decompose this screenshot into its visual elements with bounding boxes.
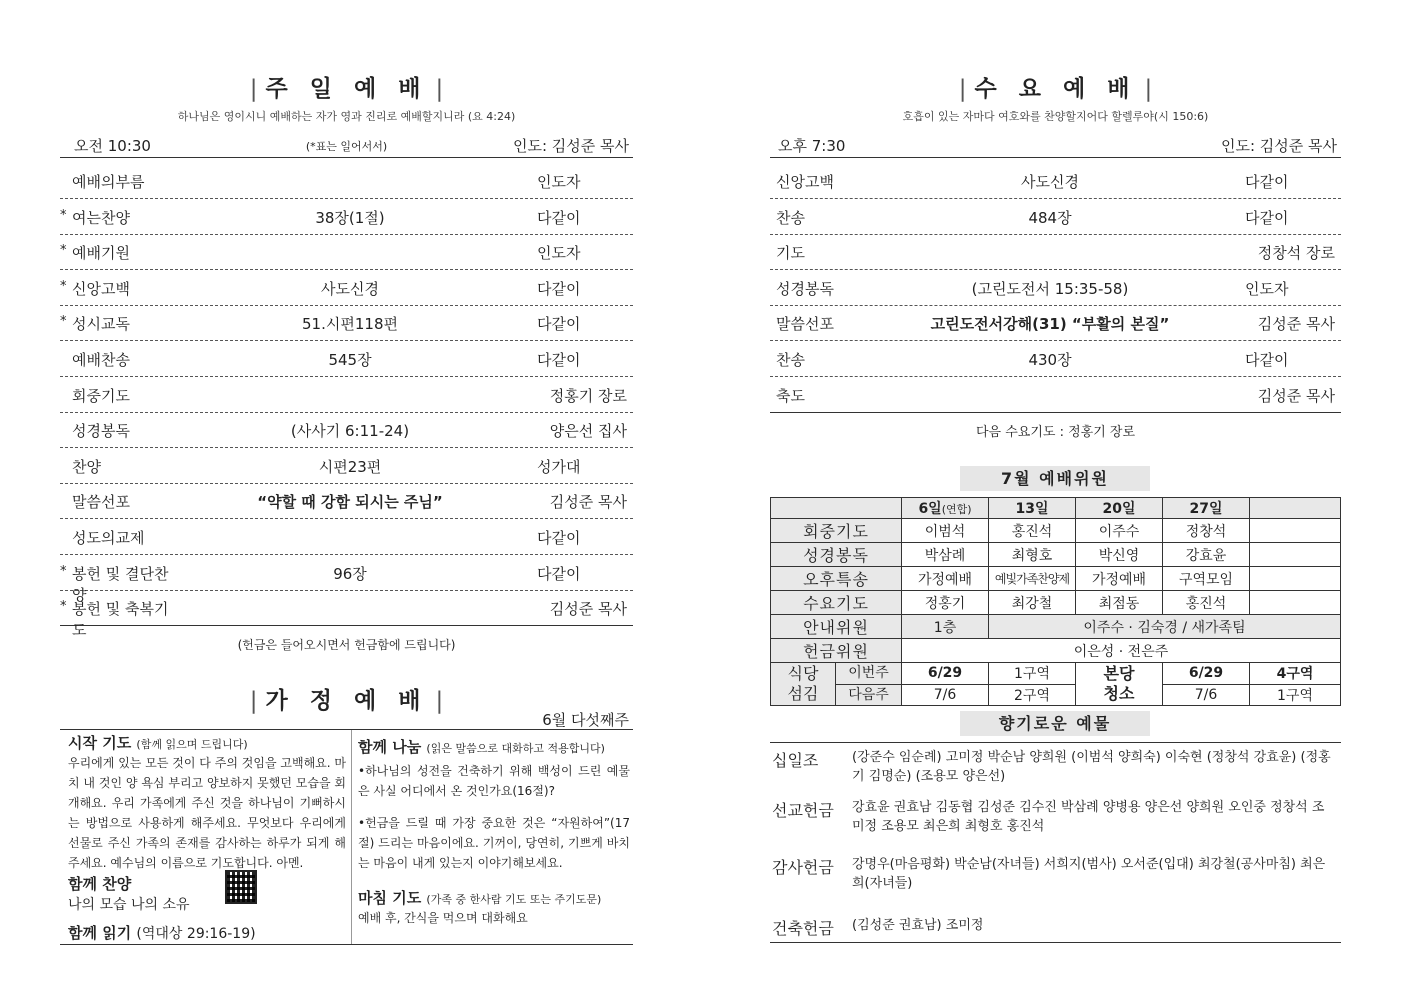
duty-row — [771, 591, 1341, 615]
offerings-title: 향기로운 예물 — [960, 711, 1150, 736]
sunday-row-person: 다같이 — [537, 529, 581, 547]
duty-person: 최강철 — [989, 591, 1076, 615]
wednesday-row-label: 말씀선포 — [776, 315, 834, 334]
wednesday-row — [770, 199, 1341, 235]
duty-person: 정홍기 — [902, 591, 989, 615]
offering-type: 십일조 — [772, 751, 819, 770]
sunday-row-person: 다같이 — [537, 208, 581, 227]
offering-type: 선교헌금 — [772, 801, 834, 820]
sunday-row — [60, 590, 633, 640]
duty-date-2: 13일 — [989, 498, 1076, 519]
sunday-row-label: 말씀선포 — [72, 493, 130, 512]
clean-next-team: 1구역 — [1250, 684, 1341, 706]
wednesday-row-person: 김성준 목사 — [1257, 315, 1335, 334]
closing-heading: 마침 기도 (가족 중 한사람 기도 또는 주기도문) — [358, 889, 602, 907]
meal-next-date: 7/6 — [902, 684, 989, 706]
duty-date-empty — [1250, 498, 1341, 519]
sunday-row — [60, 412, 633, 448]
sunday-row-label: 예배의부름 — [72, 173, 145, 191]
duty-person: 가정예배 — [1076, 567, 1163, 591]
offering-committee-names: 이은성 · 전은주 — [902, 639, 1341, 663]
standing-marker: * — [60, 278, 67, 294]
wednesday-row-person: 정창석 장로 — [1257, 244, 1335, 263]
sunday-row-content: 51.시편118편 — [302, 315, 398, 334]
family-col-left — [68, 730, 346, 943]
wednesday-row-label: 찬송 — [776, 351, 805, 369]
sunday-row-label: 예배기원 — [72, 244, 130, 263]
family-col-right — [358, 730, 630, 928]
duty-corner — [771, 498, 902, 519]
wednesday-row-person: 김성준 목사 — [1257, 386, 1335, 405]
sunday-row-content: 96장 — [333, 564, 367, 583]
sunday-row — [60, 163, 633, 199]
standing-marker: * — [60, 207, 67, 223]
duty-role: 오후특송 — [771, 567, 902, 591]
guide-names: 이주수 · 김숙경 / 새가족팀 — [989, 615, 1341, 639]
duty-date-4: 27일 — [1163, 498, 1250, 519]
wednesday-row — [770, 234, 1341, 270]
sunday-row-person: 정홍기 장로 — [549, 386, 627, 405]
wednesday-row-content: 430장 — [1028, 351, 1072, 369]
family-worship-box — [60, 729, 633, 945]
sunday-row — [60, 519, 633, 555]
wednesday-row — [770, 163, 1341, 199]
sunday-row-label: 신앙고백 — [72, 279, 130, 298]
duty-title: 7월 예배위원 — [960, 466, 1150, 491]
offering-committee-label: 헌금위원 — [771, 639, 902, 663]
qr-code-icon[interactable] — [225, 870, 257, 904]
clean-next-date: 7/6 — [1163, 684, 1250, 706]
offering-note: (헌금은 들어오시면서 헌금함에 드립니다) — [237, 638, 456, 652]
wednesday-row-person: 다같이 — [1245, 173, 1289, 191]
wednesday-row-person: 인도자 — [1245, 279, 1289, 298]
wednesday-row-label: 성경봉독 — [776, 279, 834, 298]
duty-row — [771, 567, 1341, 591]
sunday-row-label: 성도의교제 — [72, 529, 145, 547]
duty-date-1: 6일(연합) — [902, 498, 989, 519]
wednesday-row-person: 다같이 — [1245, 208, 1289, 227]
duty-empty — [1250, 591, 1341, 615]
duty-row — [771, 519, 1341, 543]
sunday-row-person: 김성준 목사 — [549, 600, 627, 619]
duty-person: 이주수 — [1076, 519, 1163, 543]
duty-person: 최점동 — [1076, 591, 1163, 615]
guide-floor: 1층 — [902, 615, 989, 639]
offering-type: 감사헌금 — [772, 858, 834, 877]
sunday-row-label: 성경봉독 — [72, 422, 130, 441]
sunday-row-person: 다같이 — [537, 315, 581, 334]
guide-label: 안내위원 — [771, 615, 902, 639]
song-title: 나의 모습 나의 소유 — [68, 897, 190, 913]
sunday-row-label: 찬양 — [72, 457, 101, 476]
wednesday-row — [770, 341, 1341, 377]
meal-this-date: 6/29 — [902, 663, 989, 685]
standing-marker: * — [60, 563, 67, 579]
sunday-row-content: “약할 때 강함 되시는 주님” — [257, 493, 443, 512]
offerings-top-rule — [770, 742, 1341, 743]
offering-names: (강준수 임순례) 고미정 박순남 양희원 (이범석 양희숙) 이숙현 (정창석 강효윤) (정홍기 김명순) (조용모 양은선) — [852, 750, 1331, 784]
stand-note: (*표는 일어서서) — [305, 140, 388, 153]
sunday-row — [60, 305, 633, 341]
duty-person: 박신영 — [1076, 543, 1163, 567]
duty-table — [770, 497, 1341, 706]
standing-marker: * — [60, 243, 67, 259]
sunday-row — [60, 555, 633, 604]
offering-names: 강효윤 권효남 김동협 김성준 김수진 박삼례 양병용 양은선 양희원 오인중 정창석 조미정 조용모 최은희 최형호 홍진석 — [852, 800, 1325, 834]
sunday-row-person: 다같이 — [537, 279, 581, 298]
sunday-row — [60, 234, 633, 270]
family-divider — [351, 730, 352, 944]
next-prayer: 다음 수요기도 : 정홍기 장로 — [975, 425, 1136, 440]
sunday-row-person: 성가대 — [537, 457, 581, 476]
sunday-row — [60, 377, 633, 413]
meal-label: 식당 섬김 이번주 다음주 — [771, 663, 902, 706]
sunday-row-label: 여는찬양 — [72, 208, 130, 227]
sunday-row-person: 다같이 — [537, 564, 581, 583]
duty-person: 최형호 — [989, 543, 1076, 567]
family-week: 6월 다섯째주 — [542, 711, 629, 729]
duty-empty — [1250, 567, 1341, 591]
sunday-row-person: 인도자 — [537, 173, 581, 191]
offering-names: (김성준 권효남) 조미정 — [852, 918, 984, 933]
wednesday-row-label: 축도 — [776, 386, 805, 405]
duty-empty — [1250, 543, 1341, 567]
wednesday-row-label: 기도 — [776, 244, 805, 263]
sunday-row — [60, 483, 633, 519]
duty-person: 예빛가족찬양제 — [989, 567, 1076, 591]
standing-marker: * — [60, 599, 67, 615]
share-heading: 함께 나눔 (읽은 말씀으로 대화하고 적용합니다) — [358, 738, 605, 756]
duty-person: 박삼례 — [902, 543, 989, 567]
sunday-header — [60, 131, 633, 158]
wednesday-leader: 인도: 김성준 목사 — [1220, 137, 1337, 155]
sunday-row-label: 예배찬송 — [72, 351, 130, 369]
offering-type: 건축헌금 — [772, 919, 834, 938]
sunday-row — [60, 270, 633, 306]
reading-heading: 함께 읽기 (역대상 29:16-19) — [68, 924, 256, 942]
offerings-bottom-rule — [770, 942, 1341, 943]
duty-row — [771, 543, 1341, 567]
meal-next-team: 2구역 — [989, 684, 1076, 706]
sunday-row-label: 봉헌 및 결단찬양 — [72, 564, 169, 604]
clean-this-team: 4구역 — [1250, 663, 1341, 685]
wednesday-time: 오후 7:30 — [778, 137, 846, 155]
duty-empty — [1250, 519, 1341, 543]
sunday-time: 오전 10:30 — [74, 137, 151, 155]
sunday-row-content: 시편23편 — [318, 457, 382, 476]
sunday-title: | 주 일 예 배 | — [249, 76, 444, 102]
sunday-row-content: 사도신경 — [321, 279, 379, 298]
wednesday-row-label: 찬송 — [776, 208, 805, 227]
share-question-2: •헌금을 드릴 때 가장 중요한 것은 “자원하여”(17절) 드리는 마음이에요. 기꺼이, 당연히, 기쁘게 바치는 마음이 내게 있는지 이야기해보세요. — [358, 816, 630, 870]
opening-prayer-text: 우리에게 있는 모든 것이 다 주의 것임을 고백해요. 마치 내 것인 양 욕심 부리고 양보하지 못했던 모습을 회개해요. 우리 가족에게 주신 것을 하나님이 기뻐하시는 방법으로 사용하게 해주세요. 무엇보다 우리에게 선물로 주신 가족의 존재를 감사하는 하루가 되게 해주세요. 예수님의 이름으로 기도합니다. 아멘. — [68, 756, 346, 870]
wednesday-row-label: 신앙고백 — [776, 173, 834, 191]
duty-person: 강효윤 — [1163, 543, 1250, 567]
duty-role: 성경봉독 — [771, 543, 902, 567]
duty-role: 회중기도 — [771, 519, 902, 543]
duty-person: 이범석 — [902, 519, 989, 543]
sunday-row-content: 38장(1절) — [315, 208, 385, 227]
sunday-row — [60, 199, 633, 235]
sunday-row-label: 성시교독 — [72, 315, 130, 334]
song-heading: 함께 찬양 — [68, 875, 132, 893]
duty-date-3: 20일 — [1076, 498, 1163, 519]
share-question-1: •하나님의 성전을 건축하기 위해 백성이 드린 예물은 사실 어디에서 온 것인가요(16절)? — [358, 764, 630, 798]
closing-text: 예배 후, 간식을 먹으며 대화해요 — [358, 911, 528, 925]
clean-this-date: 6/29 — [1163, 663, 1250, 685]
wednesday-row-content: 고린도전서강해(31) “부활의 본질” — [930, 315, 1170, 334]
clean-label: 본당 청소 — [1076, 663, 1163, 706]
wednesday-row — [770, 270, 1341, 306]
duty-person: 구역모임 — [1163, 567, 1250, 591]
wednesday-row-content: 484장 — [1028, 208, 1072, 227]
wednesday-row-content: (고린도전서 15:35-58) — [971, 279, 1129, 298]
sunday-row — [60, 341, 633, 377]
family-title: | 가 정 예 배 | — [249, 688, 444, 714]
sunday-row — [60, 448, 633, 484]
sunday-row-label: 봉헌 및 축복기도 — [72, 600, 169, 640]
wednesday-row-content: 사도신경 — [1021, 173, 1079, 191]
sunday-row-person: 다같이 — [537, 351, 581, 369]
standing-marker: * — [60, 314, 67, 330]
wednesday-verse: 호흡이 있는 자마다 여호와를 찬양할지어다 할렐루야(시 150:6) — [902, 110, 1209, 123]
sunday-row-label: 회중기도 — [72, 386, 130, 405]
offering-names: 강명우(마음평화) 박순남(자녀들) 서희지(범사) 오서준(입대) 최강철(공사마침) 최은희(자녀들) — [852, 857, 1326, 891]
meal-this-team: 1구역 — [989, 663, 1076, 685]
duty-person: 정창석 — [1163, 519, 1250, 543]
sunday-row-content: 545장 — [328, 351, 372, 369]
wednesday-title: | 수 요 예 배 | — [958, 76, 1153, 102]
wednesday-row-person: 다같이 — [1245, 351, 1289, 369]
duty-role: 수요기도 — [771, 591, 902, 615]
duty-person: 홍진석 — [1163, 591, 1250, 615]
sunday-leader: 인도: 김성준 목사 — [512, 137, 629, 155]
wednesday-row — [770, 305, 1341, 341]
sunday-row-person: 양은선 집사 — [549, 422, 627, 441]
wednesday-row — [770, 377, 1341, 413]
duty-person: 가정예배 — [902, 567, 989, 591]
duty-person: 홍진석 — [989, 519, 1076, 543]
sunday-row-content: (사사기 6:11-24) — [290, 422, 410, 441]
sunday-row-person: 인도자 — [537, 244, 581, 263]
sunday-verse: 하나님은 영이시니 예배하는 자가 영과 진리로 예배할지니라 (요 4:24) — [177, 110, 516, 123]
sunday-row-person: 김성준 목사 — [549, 493, 627, 512]
opening-prayer-heading: 시작 기도 (함께 읽으며 드립니다) — [68, 734, 248, 752]
wednesday-header — [770, 131, 1341, 158]
